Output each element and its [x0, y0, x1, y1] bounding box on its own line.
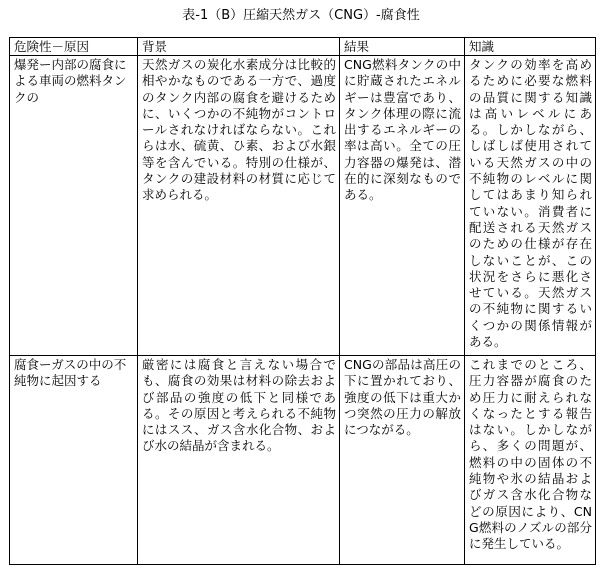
header-hazard-cause: 危険性－原因: [10, 38, 138, 56]
cell-background: 厳密には腐食と言えない場合でも、腐食の効果は材料の除去および部品の強度の低下と同様である。その原因と考えられる不純物にはスス、ガス含水化合物、および水の結晶が含まれる。: [138, 356, 340, 565]
table-row: [10, 56, 596, 356]
header-background: 背景: [138, 38, 340, 56]
table-title: 表-1（B）圧縮天然ガス（CNG）-腐食性: [182, 8, 420, 23]
cell-hazard-cause: 爆発ー内部の腐食による車両の燃料タンクの: [10, 56, 138, 356]
cell-knowledge: これまでのところ、圧力容器が腐食のため圧力に耐えられなくなったとする報告はない。しかしながら、多くの問題が、燃料の中の固体の不純物や氷の結晶およびガス含水化合物などの原因により、CNG燃料のノズルの部分に発生している。: [465, 356, 596, 565]
header-knowledge: 知識: [465, 38, 596, 56]
cell-result: CNG燃料タンクの中に貯蔵されたエネルギーは豊富であり、タンク体理の際に流出するエネルギーの率は高い。全ての圧力容器の爆発は、潜在的に深刻なものである。: [340, 56, 465, 356]
cell-background: 天然ガスの炭化水素成分は比較的相やかなものである一方で、過度のタンク内部の腐食を避けるために、いくつかの不純物がコントロールされなければならない。これらは水、硫黄、ひ素、および水銀等を含んでいる。特別の仕様が、タンクの建設材料の材質に応じて求められる。: [138, 56, 340, 356]
header-result: 結果: [340, 38, 465, 56]
cell-result: CNGの部品は高圧の下に置かれており、強度の低下は重大かつ突然の圧力の解放につながる。: [340, 356, 465, 565]
table-header-row: [10, 38, 596, 56]
hazard-table: [9, 37, 596, 565]
table-row: [10, 356, 596, 565]
cell-knowledge: タンクの効率を高めるために必要な燃料の品質に関する知識は高いレベルにある。しかしながら、しばしば使用されている天然ガスの中の不純物のレベルに関してはあまり知られていない。消費者に配送される天然ガスのための仕様が存在しないことが、この状況をさらに悪化させている。天然ガスの不純物に関するいくつかの関係情報がある。: [465, 56, 596, 356]
cell-hazard-cause: 腐食ーガスの中の不純物に起因する: [10, 356, 138, 565]
